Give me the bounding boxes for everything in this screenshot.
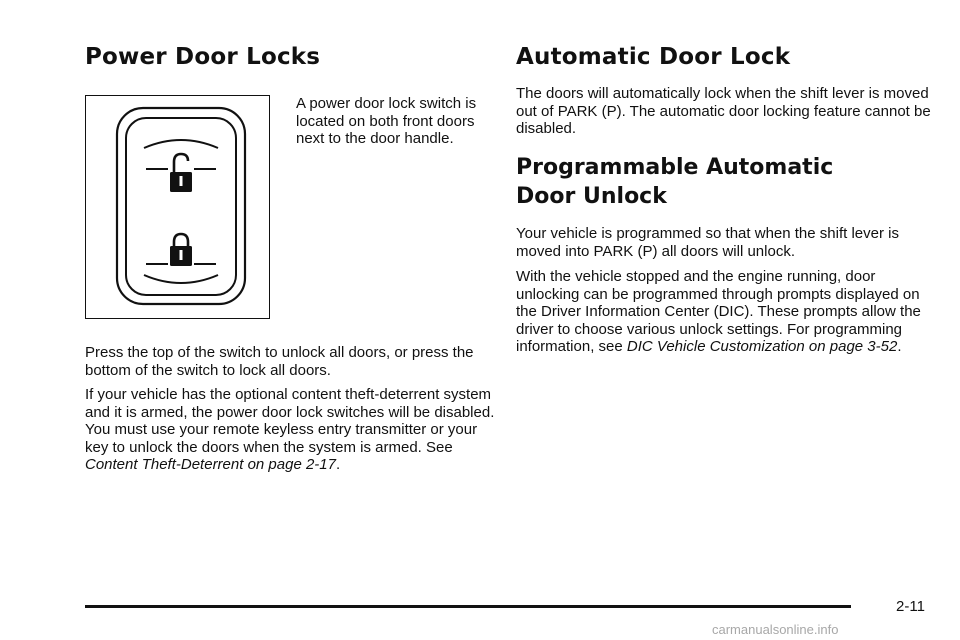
heading-line-2: Door Unlock xyxy=(516,184,667,209)
door-lock-switch-figure xyxy=(85,95,270,319)
page-number: 2-11 xyxy=(896,598,925,615)
paragraph-theft-deterrent xyxy=(85,386,500,474)
paragraph-automatic-lock: The doors will automatically lock when the shift lever is moved out of PARK (P). The automatic door locking feature cannot be disabled. xyxy=(516,85,931,138)
paragraph-programmed-unlock: Your vehicle is programmed so that when the shift lever is moved into PARK (P) all doors will unlock. xyxy=(516,225,899,260)
dic-text-end: . xyxy=(897,338,902,356)
theft-text-end: . xyxy=(336,456,341,474)
section-title-power-door-locks: Power Door Locks xyxy=(85,44,321,70)
dic-text: With the vehicle stopped and the engine running, door unlocking can be programmed through prompts displayed on the Driver Information Center (DIC). These prompts allow the driver to choose various unlock settings. For programming information, see xyxy=(516,268,921,356)
footer-rule xyxy=(85,605,851,608)
door-lock-switch-illustration xyxy=(86,96,268,317)
section-title-automatic-door-lock: Automatic Door Lock xyxy=(516,44,791,70)
switch-top-curve xyxy=(144,140,218,148)
paragraph-press-switch: Press the top of the switch to unlock all doors, or press the bottom of the switch to lock all doors. xyxy=(85,344,474,379)
dic-customization-reference-link[interactable]: DIC Vehicle Customization on page 3-52 xyxy=(626,338,898,356)
figure-caption: A power door lock switch is located on both front doors next to the door handle. xyxy=(296,95,477,148)
paragraph-programming-dic xyxy=(516,268,936,356)
switch-inner-bezel xyxy=(126,118,236,295)
unlock-icon xyxy=(170,154,192,192)
section-title-programmable-unlock xyxy=(516,153,936,211)
theft-deterrent-reference-link[interactable]: Content Theft-Deterrent on page 2-17 xyxy=(85,456,336,474)
switch-bottom-curve xyxy=(144,275,218,283)
heading-line-1: Programmable Automatic xyxy=(516,155,834,180)
watermark: carmanualsonline.info xyxy=(712,622,839,637)
lock-icon xyxy=(170,234,192,266)
switch-outer-bezel xyxy=(117,108,245,304)
theft-text: If your vehicle has the optional content theft-deterrent system and it is armed, the power door lock switches will be disabled. You must use your remote keyless entry transmitter or your key to unlock the doors when the system is armed. See xyxy=(85,386,495,456)
